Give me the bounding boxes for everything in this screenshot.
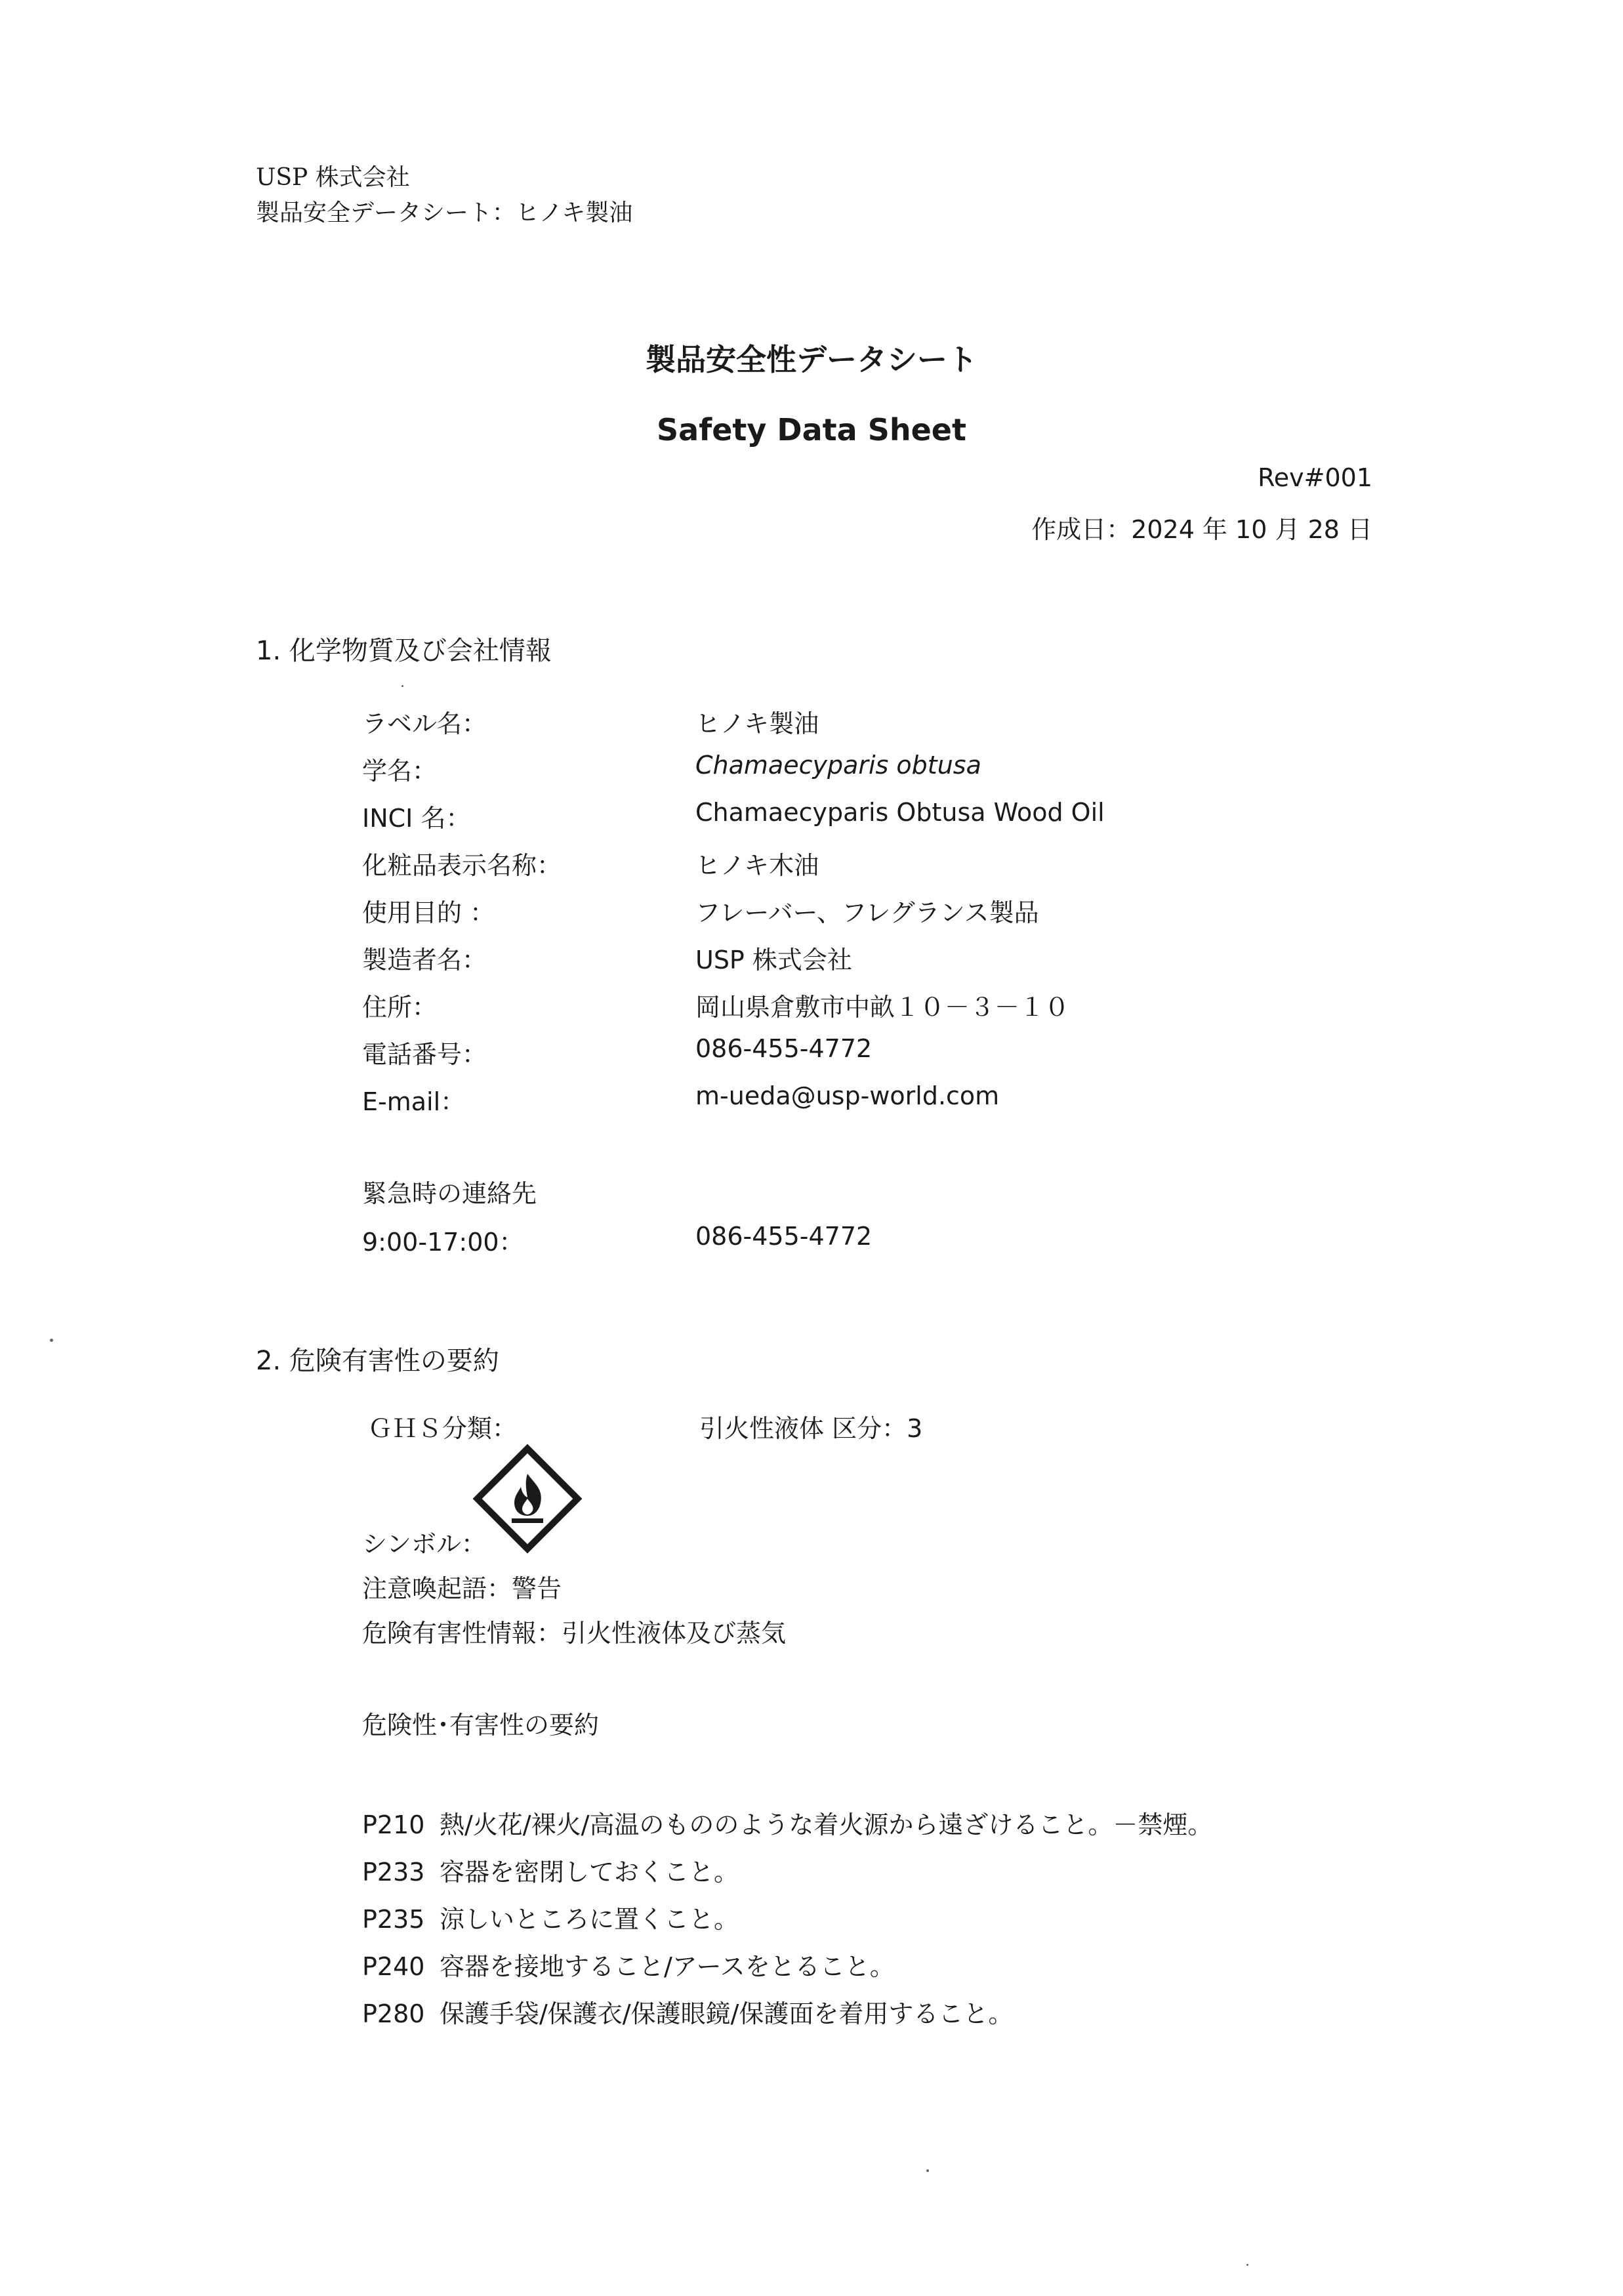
field-label: 学名：: [362, 757, 438, 785]
field-value: 086-455-4772: [695, 1034, 873, 1063]
revision-number: Rev#001: [1258, 463, 1372, 492]
created-date: 作成日：2024 年 10 月 28 日: [1031, 515, 1372, 544]
title-jp: 製品安全性データシート: [646, 342, 977, 377]
field-value: Chamaecyparis Obtusa Wood Oil: [695, 798, 1105, 827]
field-value: ヒノキ木油: [695, 851, 819, 880]
field-label: E-mail：: [362, 1087, 466, 1116]
precaution-code: P280: [362, 1999, 425, 2028]
scan-speck: [926, 2169, 929, 2172]
precaution-code: P235: [362, 1905, 425, 1934]
scan-speck: [401, 685, 403, 687]
precaution-text: 涼しいところに置くこと。: [440, 1905, 739, 1934]
section1-heading: 1. 化学物質及び会社情報: [256, 636, 552, 666]
field-value: フレーバー、フレグランス製品: [695, 898, 1039, 927]
hazard-info: 危険有害性情報：引火性液体及び蒸気: [362, 1619, 787, 1648]
scan-speck: [1246, 2264, 1248, 2266]
section2-heading: 2. 危険有害性の要約: [256, 1346, 499, 1376]
field-label: 電話番号：: [362, 1040, 487, 1069]
header-doc-line: 製品安全データシート：ヒノキ製油: [256, 199, 633, 226]
emergency-hours: 9:00-17:00：: [362, 1228, 524, 1257]
precaution-code: P210: [362, 1810, 425, 1839]
title-en: Safety Data Sheet: [657, 412, 966, 448]
precaution-text: 熱/火花/裸火/高温のもののような着火源から遠ざけること。－禁煙。: [440, 1810, 1213, 1839]
ghs-value: 引火性液体 区分：3: [699, 1414, 923, 1443]
emergency-phone: 086-455-4772: [695, 1222, 873, 1251]
precaution-text: 容器を密閉しておくこと。: [440, 1858, 739, 1887]
symbol-label: シンボル：: [362, 1530, 487, 1558]
field-value: ヒノキ製油: [695, 709, 819, 738]
precaution-text: 保護手袋/保護衣/保護眼鏡/保護面を着用すること。: [440, 1999, 1014, 2028]
header-company: USP 株式会社: [256, 164, 410, 191]
field-label: ラベル名：: [362, 709, 487, 738]
signal-word: 注意喚起語：警告: [362, 1574, 562, 1603]
field-value: USP 株式会社: [695, 946, 852, 974]
field-label: 化粧品表示名称：: [362, 851, 562, 880]
field-label: 使用目的 ：: [362, 898, 495, 927]
precaution-item: [362, 1946, 895, 1982]
emergency-heading: 緊急時の連絡先: [362, 1179, 537, 1208]
ghs-label: ＧＨＳ分類：: [367, 1414, 518, 1443]
precaution-item: [362, 1899, 739, 1935]
precaution-item: [362, 1805, 1212, 1841]
summary-heading: 危険性･有害性の要約: [362, 1711, 600, 1740]
flame-pictogram-icon: [472, 1444, 583, 1554]
field-label: INCI 名：: [362, 804, 471, 833]
email-link[interactable]: m-ueda@usp-world.com: [695, 1081, 1000, 1110]
field-value: Chamaecyparis obtusa: [695, 751, 981, 780]
field-label: 住所：: [362, 993, 438, 1022]
field-value: 岡山県倉敷市中畝１０－３－１０: [695, 993, 1070, 1022]
precaution-item: [362, 1852, 739, 1888]
precaution-code: P240: [362, 1952, 425, 1981]
field-label: 製造者名：: [362, 946, 487, 974]
precaution-text: 容器を接地すること/アースをとること。: [440, 1952, 895, 1981]
precaution-item: [362, 1993, 1013, 2030]
scan-speck: [50, 1339, 53, 1342]
precaution-code: P233: [362, 1858, 425, 1887]
